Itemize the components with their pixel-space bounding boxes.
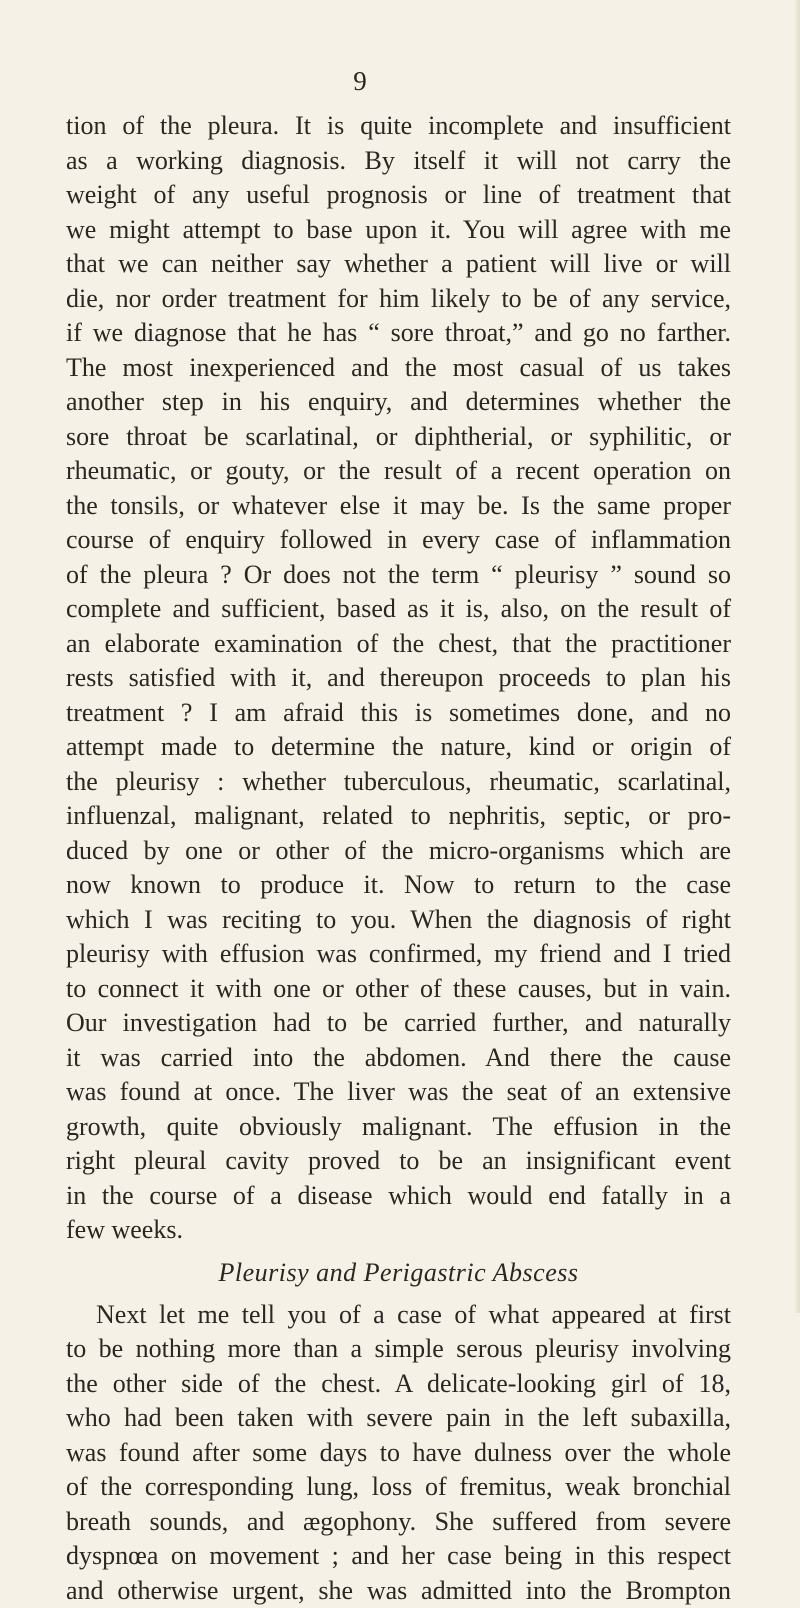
text-line: duced by one or other of the micro-organisms which are [66,834,731,869]
text-line: course of enquiry followed in every case of inflammation [66,523,731,558]
text-line: which I was reciting to you. When the diagnosis of right [66,903,731,938]
body-text [66,109,731,1608]
text-line: as a working diagnosis. By itself it will not carry the [66,144,731,179]
text-line: of the pleura ? Or does not the term “ pleurisy ” sound so [66,558,731,593]
text-line: who had been taken with severe pain in the left subaxilla, [66,1401,731,1436]
text-line: if we diagnose that he has “ sore throat,” and go no farther. [66,316,731,351]
text-line: dyspnœa on movement ; and her case being in this respect [66,1539,731,1574]
text-line: we might attempt to base upon it. You will agree with me [66,213,731,248]
text-line: tion of the pleura. It is quite incomplete and insufficient [66,109,731,144]
text-line: to connect it with one or other of these causes, but in vain. [66,972,731,1007]
paragraph-2 [66,1298,731,1608]
section-heading: Pleurisy and Perigastric Abscess [66,1254,731,1292]
text-line: another step in his enquiry, and determines whether the [66,385,731,420]
text-line: The most inexperienced and the most casual of us takes [66,351,731,386]
text-line: the other side of the chest. A delicate-looking girl of 18, [66,1367,731,1402]
text-line: the pleurisy : whether tuberculous, rheumatic, scarlatinal, [66,765,731,800]
text-line: rests satisfied with it, and thereupon proceeds to plan his [66,661,731,696]
text-line: the tonsils, or whatever else it may be. Is the same proper [66,489,731,524]
text-line: few weeks. [66,1213,731,1248]
text-line: die, nor order treatment for him likely to be of any service, [66,282,731,317]
text-line: breath sounds, and ægophony. She suffered from severe [66,1505,731,1540]
text-line: complete and sufficient, based as it is, also, on the result of [66,592,731,627]
text-line: and otherwise urgent, she was admitted into the Brompton [66,1574,731,1608]
text-line: growth, quite obviously malignant. The effusion in the [66,1110,731,1145]
text-line: it was carried into the abdomen. And there the cause [66,1041,731,1076]
text-line: Our investigation had to be carried further, and naturally [66,1006,731,1041]
text-line: rheumatic, or gouty, or the result of a recent operation on [66,454,731,489]
text-line: an elaborate examination of the chest, that the practitioner [66,627,731,662]
text-line: was found at once. The liver was the seat of an extensive [66,1075,731,1110]
text-line: pleurisy with effusion was confirmed, my friend and I tried [66,937,731,972]
page-number: 9 [330,66,390,96]
text-line: was found after some days to have dulness over the whole [66,1436,731,1471]
text-line: to be nothing more than a simple serous pleurisy involving [66,1332,731,1367]
text-line: of the corresponding lung, loss of fremitus, weak bronchial [66,1470,731,1505]
text-line: in the course of a disease which would end fatally in a [66,1179,731,1214]
text-line: that we can neither say whether a patient will live or will [66,247,731,282]
text-line: sore throat be scarlatinal, or diphtherial, or syphilitic, or [66,420,731,455]
paragraph-1 [66,109,731,1248]
text-line: right pleural cavity proved to be an insignificant event [66,1144,731,1179]
text-line: now known to produce it. Now to return to the case [66,868,731,903]
text-line: Next let me tell you of a case of what appeared at first [66,1298,731,1333]
text-line: attempt made to determine the nature, kind or origin of [66,730,731,765]
page-edge-shadow [794,0,800,1313]
text-line: weight of any useful prognosis or line of treatment that [66,178,731,213]
text-line: influenzal, malignant, related to nephritis, septic, or pro- [66,799,731,834]
text-line: treatment ? I am afraid this is sometimes done, and no [66,696,731,731]
